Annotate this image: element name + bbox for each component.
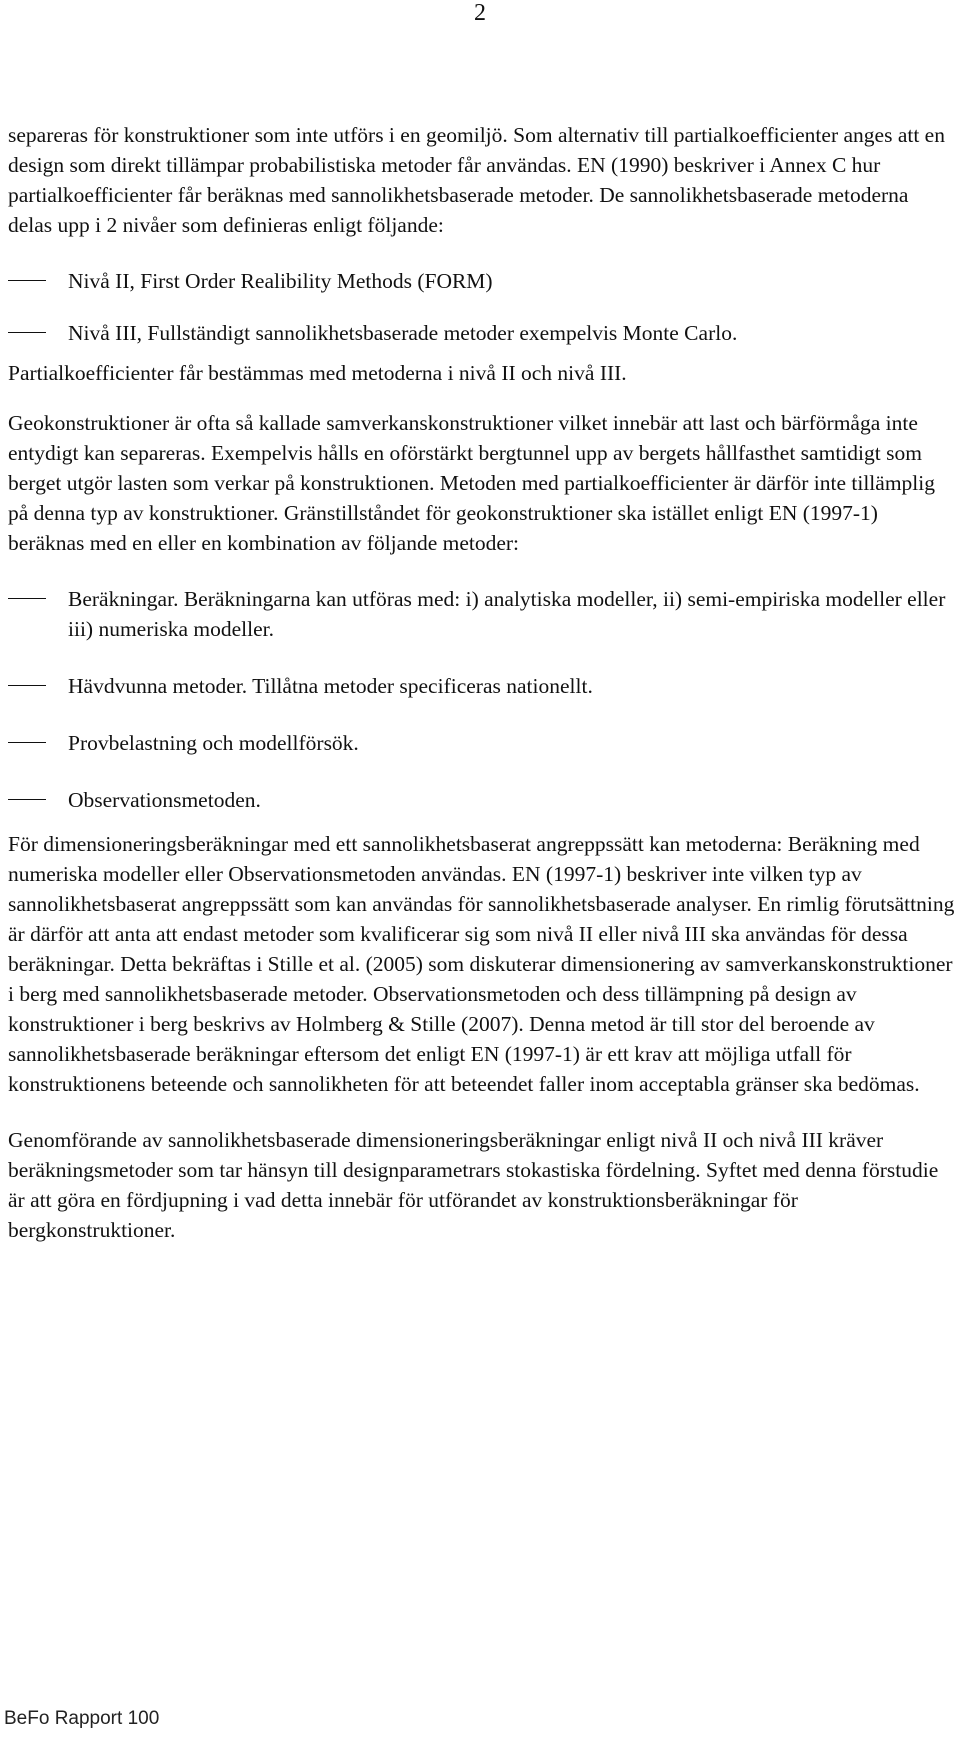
list-item-text: Beräkningar. Beräkningarna kan utföras med: i) analytiska modeller, ii) semi-empiriska modeller eller iii) numeriska modeller. (68, 587, 946, 641)
list-item (8, 318, 956, 348)
dash-bullet-icon (8, 742, 46, 743)
dash-bullet-icon (8, 598, 46, 599)
list-item-text: Nivå III, Fullständigt sannolikhetsbaserade metoder exempelvis Monte Carlo. (68, 321, 738, 345)
list-item-text: Provbelastning och modellförsök. (68, 731, 359, 755)
level-list (8, 266, 956, 348)
list-item (8, 728, 956, 758)
list-item (8, 671, 956, 701)
paragraph-dimensioning: För dimensioneringsberäkningar med ett sannolikhetsbaserat angreppssätt kan metoderna: Beräkning med numeriska modeller eller Observationsmetoden användas. EN (1997-1) beskriver inte vilken typ av sannolikhetsbaserat angreppssätt som kan användas för sannolikhetsbaserade analyser. En rimlig förutsättning är därför att anta att endast metoder som kvalificerar sig som nivå II eller nivå III ska användas för dessa beräkningar. Detta bekräftas i Stille et al. (2005) som diskuterar dimensionering av samverkanskonstruktioner i berg med sannolikhetsbaserade metoder. Observationsmetoden och dess tillämpning på design av konstruktioner i berg beskrivs av Holmberg & Stille (2007). Denna metod är till stor del beroende av sannolikhetsbaserade beräkningar eftersom det enligt EN (1997-1) är ett krav att möjliga utfall för konstruktionens beteende och sannolikheten för att beteendet faller inom acceptabla gränser ska bedömas. (8, 832, 955, 1096)
paragraph-geo: Geokonstruktioner är ofta så kallade samverkanskonstruktioner vilket innebär att last och bärförmåga inte entydigt kan separeras. Exempelvis hålls en oförstärkt bergtunnel upp av bergets hållfasthet samtidigt som berget utgör lasten som verkar på konstruktionen. Metoden med partialkoefficienter är därför inte tillämplig på denna typ av konstruktioner. Gränstillståndet för geokonstruktioner ska istället enligt EN (1997-1) beräknas med en eller en kombination av följande metoder: (8, 411, 935, 555)
document-body (8, 120, 956, 1257)
paragraph-partial: Partialkoefficienter får bestämmas med metoderna i nivå II och nivå III. (8, 361, 627, 385)
paragraph-intro: separeras för konstruktioner som inte utförs i en geomiljö. Som alternativ till partialkoefficienter anges att en design som direkt tillämpar probabilistiska metoder får användas. EN (1990) beskriver i Annex C hur partialkoefficienter får beräknas med sannolikhetsbaserade metoder. De sannolikhetsbaserade metoderna delas upp i 2 nivåer som definieras enligt följande: (8, 123, 945, 237)
list-item-text: Observationsmetoden. (68, 788, 261, 812)
list-item-text: Hävdvunna metoder. Tillåtna metoder specificeras nationellt. (68, 674, 593, 698)
dash-bullet-icon (8, 685, 46, 686)
footer-report-label: BeFo Rapport 100 (4, 1708, 160, 1729)
method-list (8, 584, 956, 815)
dash-bullet-icon (8, 799, 46, 800)
page-number: 2 (474, 0, 486, 26)
paragraph-implementation: Genomförande av sannolikhetsbaserade dimensioneringsberäkningar enligt nivå II och nivå III kräver beräkningsmetoder som tar hänsyn till designparametrars stokastiska fördelning. Syftet med denna förstudie är att göra en fördjupning i vad detta innebär för utförandet av konstruktionsberäkningar för bergkonstruktioner. (8, 1128, 939, 1242)
list-item (8, 584, 956, 644)
list-item (8, 266, 956, 296)
dash-bullet-icon (8, 280, 46, 281)
dash-bullet-icon (8, 332, 46, 333)
list-item-text: Nivå II, First Order Realibility Methods (FORM) (68, 269, 493, 293)
list-item (8, 785, 956, 815)
